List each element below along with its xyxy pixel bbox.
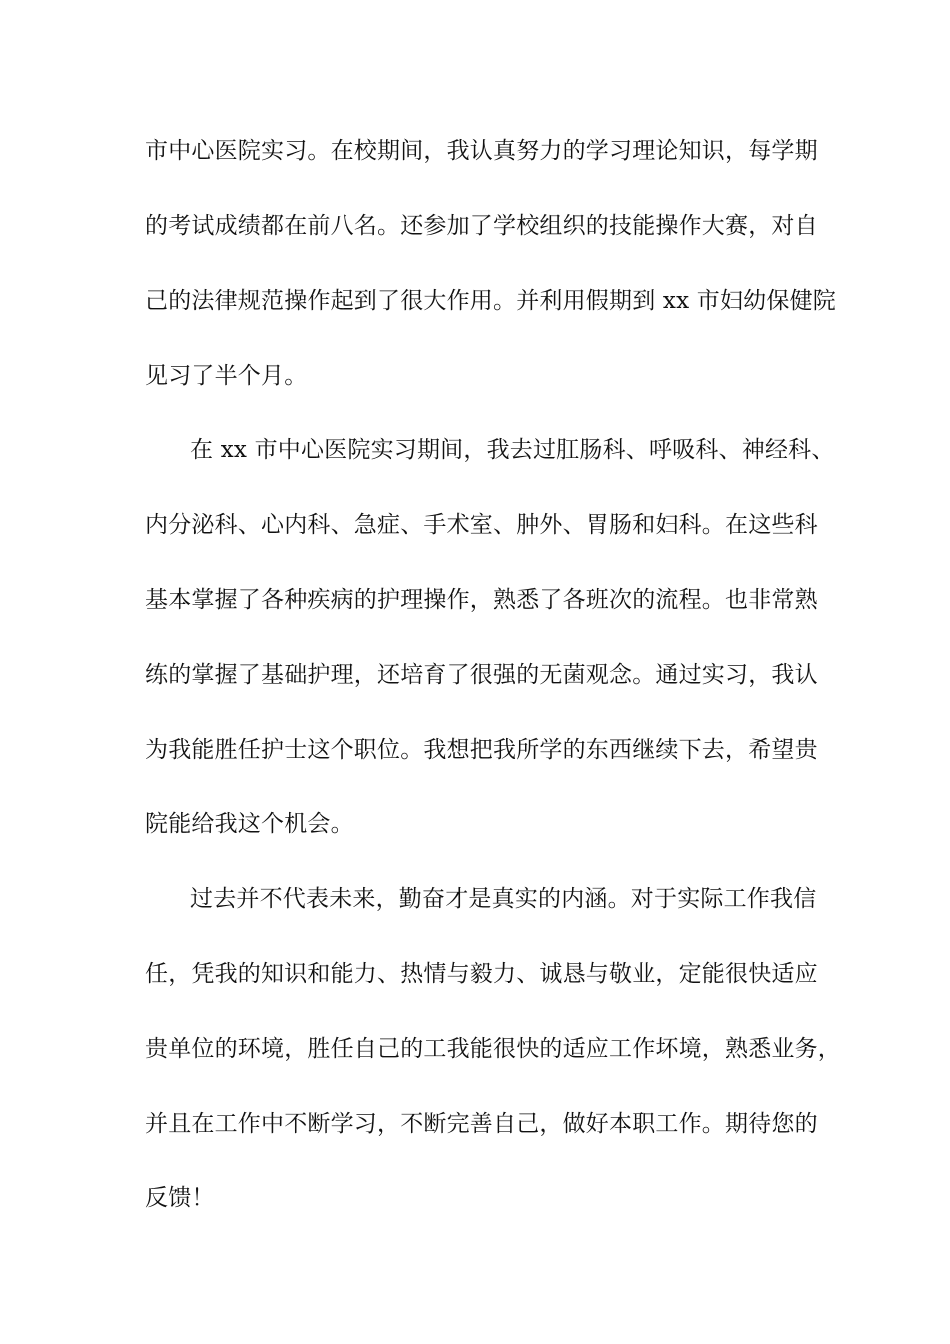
text-line: 的考试成绩都在前八名。还参加了学校组织的技能操作大赛，对自 (145, 213, 818, 239)
text-line: 为我能胜任护士这个职位。我想把我所学的东西继续下去，希望贵 (145, 737, 818, 763)
text-line: 见习了半个月。 (145, 363, 308, 389)
text-line: 练的掌握了基础护理，还培育了很强的无菌观念。通过实习，我认 (145, 662, 818, 688)
text-line: 基本掌握了各种疾病的护理操作，熟悉了各班次的流程。也非常熟 (145, 587, 818, 613)
text-line: 并且在工作中不断学习，不断完善自己，做好本职工作。期待您的 (145, 1111, 818, 1137)
text-line: 院能给我这个机会。 (145, 811, 354, 837)
text-line: 反馈！ (145, 1185, 215, 1211)
text-line: 内分泌科、心内科、急症、手术室、肿外、胃肠和妇科。在这些科 (145, 512, 818, 538)
text-line: 贵单位的环境，胜任自己的工我能很快的适应工作坏境，熟悉业务， (145, 1036, 841, 1062)
text-line: 在 xx 市中心医院实习期间，我去过肛肠科、呼吸科、神经科、 (190, 437, 835, 463)
text-line: 任，凭我的知识和能力、热情与毅力、诚恳与敬业，定能很快适应 (145, 961, 818, 987)
text-line: 过去并不代表未来，勤奋才是真实的内涵。对于实际工作我信 (190, 886, 817, 912)
text-line: 己的法律规范操作起到了很大作用。并利用假期到 xx 市妇幼保健院 (145, 288, 836, 314)
text-line: 市中心医院实习。在校期间，我认真努力的学习理论知识，每学期 (145, 138, 818, 164)
